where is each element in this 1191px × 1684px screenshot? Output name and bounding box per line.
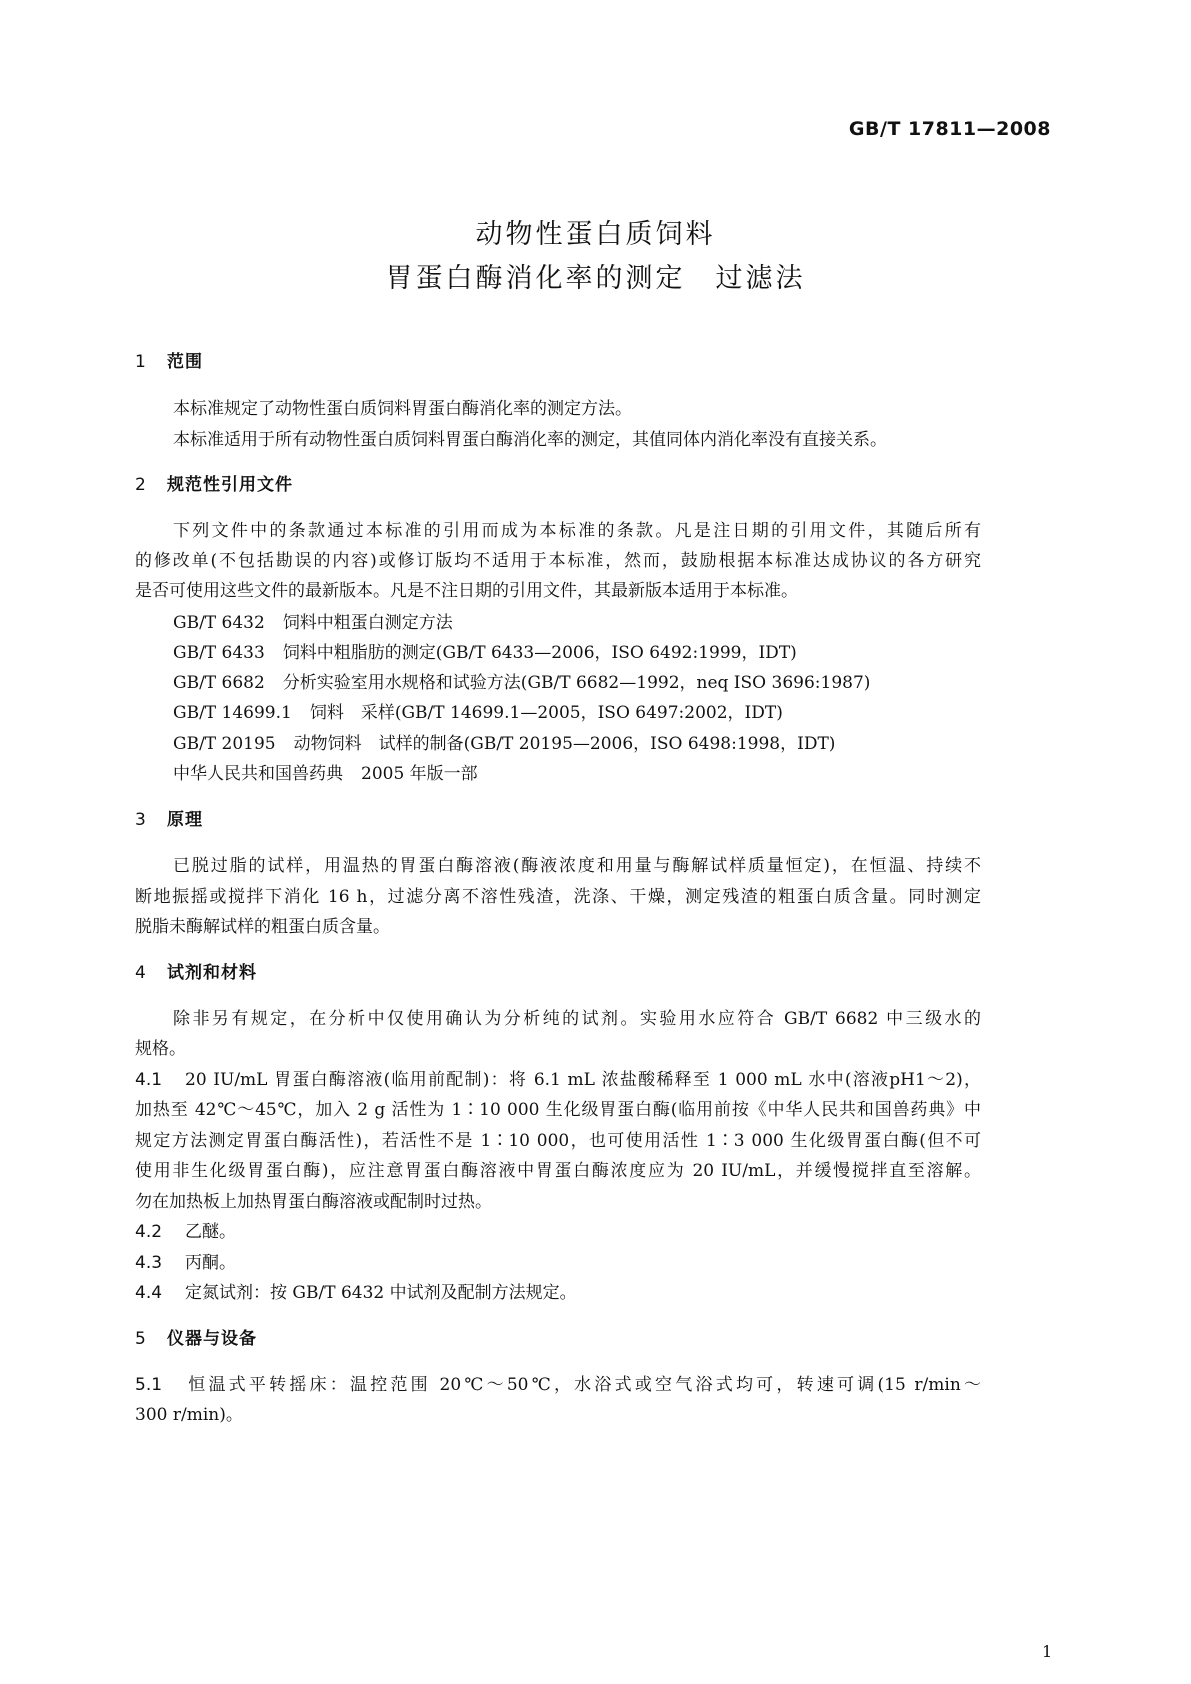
item-number: 5.1 [135,1375,163,1395]
reference-title: 饲料中粗蛋白测定方法 [282,613,453,633]
reagents-intro-line: 规格。 [135,1039,186,1059]
item-text: 恒温式平转摇床：温控范围 20℃～50℃，水浴式或空气浴式均可，转速可调(15 r/min～ [185,1375,981,1395]
section-number: 5 [135,1329,147,1349]
item-number: 4.2 [135,1222,163,1242]
section-3-heading [135,805,203,830]
reference-title: 动物饲料 试样的制备(GB/T 20195—2006，ISO 6498:1998，IDT) [293,734,836,754]
item-4-1-line: 规定方法测定胃蛋白酶活性)，若活性不是 1∶10 000，也可使用活性 1∶3 000 生化级胃蛋白酶(但不可 [135,1131,981,1151]
section-number: 1 [135,352,147,372]
reference-item [173,759,1093,784]
reference-item [173,668,1093,693]
section-number: 2 [135,475,147,495]
section-title: 试剂和材料 [167,963,257,983]
document-title-line-1: 动物性蛋白质饲料 [475,219,716,250]
principle-line: 脱脂未酶解试样的粗蛋白质含量。 [135,917,390,937]
item-number: 4.4 [135,1283,163,1303]
reference-code: GB/T 6682 [173,673,265,693]
page-number: 1 [1042,1642,1053,1661]
reference-item [173,729,1093,754]
item-text: 定氮试剂：按 GB/T 6432 中试剂及配制方法规定。 [185,1283,577,1303]
section-number: 4 [135,963,147,983]
item-text: 20 IU/mL 胃蛋白酶溶液(临用前配制)：将 6.1 mL 浓盐酸稀释至 1 000 mL 水中(溶液pH1～2)， [185,1070,981,1090]
item-text: 丙酮。 [185,1253,236,1273]
reference-title: 2005 年版一部 [361,764,478,784]
scope-paragraph-2: 本标准适用于所有动物性蛋白质饲料胃蛋白酶消化率的测定，其值同体内消化率没有直接关系。 [173,430,887,450]
item-4-4 [135,1278,1055,1303]
item-number: 4.1 [135,1070,163,1090]
reference-code: GB/T 6433 [173,643,265,663]
reference-title: 饲料 采样(GB/T 14699.1—2005，ISO 6497:2002，IDT) [309,703,783,723]
reference-item [173,638,1093,663]
references-intro-line: 下列文件中的条款通过本标准的引用而成为本标准的条款。凡是注日期的引用文件，其随后所有 [173,521,981,541]
item-4-1-line: 使用非生化级胃蛋白酶)，应注意胃蛋白酶溶液中胃蛋白酶浓度应为 20 IU/mL，并缓慢搅拌直至溶解。 [135,1161,981,1181]
section-1-heading [135,347,203,372]
item-number: 4.3 [135,1253,163,1273]
reference-title: 饲料中粗脂肪的测定(GB/T 6433—2006，ISO 6492:1999，IDT) [282,643,797,663]
reference-item [173,698,1093,723]
references-intro-line: 的修改单(不包括勘误的内容)或修订版均不适用于本标准，然而，鼓励根据本标准达成协议的各方研究 [135,551,981,571]
reference-code: GB/T 6432 [173,613,265,633]
principle-line: 已脱过脂的试样，用温热的胃蛋白酶溶液(酶液浓度和用量与酶解试样质量恒定)，在恒温、持续不 [173,856,981,876]
reference-item [173,608,1093,633]
section-title: 范围 [167,352,203,372]
item-5-1-line [135,1370,981,1395]
reference-code: GB/T 20195 [173,734,276,754]
section-title: 原理 [167,810,203,830]
scope-paragraph-1: 本标准规定了动物性蛋白质饲料胃蛋白酶消化率的测定方法。 [173,399,632,419]
reference-code: 中华人民共和国兽药典 [173,764,343,784]
item-4-1-line [135,1065,981,1090]
section-title: 规范性引用文件 [167,475,293,495]
reference-title: 分析实验室用水规格和试验方法(GB/T 6682—1992，neq ISO 3696:1987) [282,673,871,693]
reference-code: GB/T 14699.1 [173,703,292,723]
section-2-heading [135,470,293,495]
principle-line: 断地振摇或搅拌下消化 16 h，过滤分离不溶性残渣，洗涤、干燥，测定残渣的粗蛋白质含量。同时测定 [135,887,981,907]
item-5-1-line: 300 r/min)。 [135,1405,243,1425]
item-4-2 [135,1217,1055,1242]
item-4-1-line: 加热至 42℃～45℃，加入 2 g 活性为 1∶10 000 生化级胃蛋白酶(临用前按《中华人民共和国兽药典》中 [135,1100,981,1120]
section-5-heading [135,1324,257,1349]
section-number: 3 [135,810,147,830]
document-title-line-2: 胃蛋白酶消化率的测定 过滤法 [385,263,806,294]
item-text: 乙醚。 [185,1222,236,1242]
item-4-1-line: 勿在加热板上加热胃蛋白酶溶液或配制时过热。 [135,1192,492,1212]
standard-code: GB/T 17811—2008 [848,118,1051,140]
references-intro-line: 是否可使用这些文件的最新版本。凡是不注日期的引用文件，其最新版本适用于本标准。 [135,581,798,601]
section-4-heading [135,958,257,983]
item-4-3 [135,1248,1055,1273]
reagents-intro-line: 除非另有规定，在分析中仅使用确认为分析纯的试剂。实验用水应符合 GB/T 6682 中三级水的 [173,1009,981,1029]
section-title: 仪器与设备 [167,1329,257,1349]
